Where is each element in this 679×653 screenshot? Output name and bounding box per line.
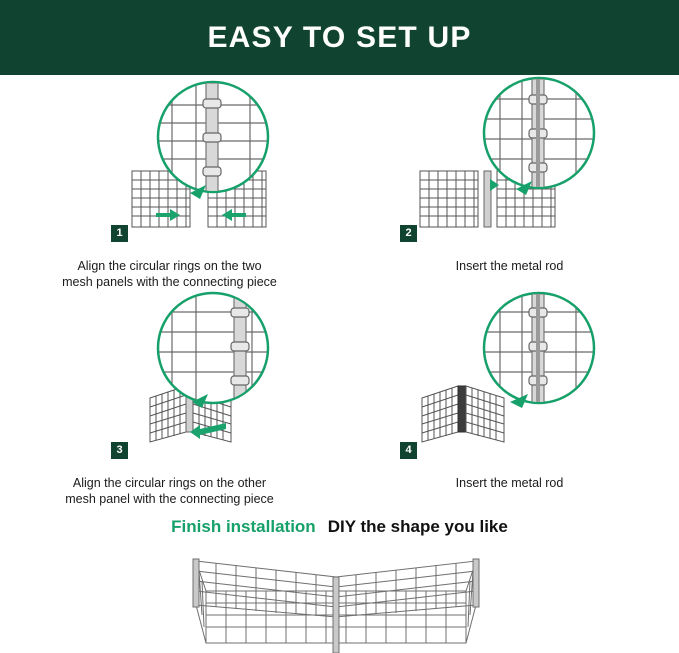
steps-grid xyxy=(0,75,679,505)
finish-row xyxy=(0,512,679,542)
mesh-panel-icon xyxy=(0,290,339,450)
mesh-panel-icon xyxy=(340,290,679,450)
metal-rod-icon xyxy=(458,386,466,432)
diy-shape-label: DIY the shape you like xyxy=(327,517,508,536)
metal-rod-icon xyxy=(473,559,479,607)
mesh-panel-icon xyxy=(340,75,679,235)
step-number-badge: 4 xyxy=(400,442,417,459)
step-3 xyxy=(0,290,339,505)
step-4-illustration xyxy=(340,290,679,450)
step-caption-line1: Insert the metal rod xyxy=(455,259,564,273)
step-caption-line2: mesh panels with the connecting piece xyxy=(62,275,277,289)
step-caption xyxy=(340,258,679,274)
step-2-illustration xyxy=(340,75,679,235)
arrow-icon xyxy=(156,209,246,221)
assembled-pen-icon xyxy=(0,543,679,653)
step-number-badge: 1 xyxy=(111,225,128,242)
step-2 xyxy=(340,75,679,290)
metal-rod-icon xyxy=(484,171,491,227)
metal-rod-icon xyxy=(193,559,199,607)
step-caption-line1: Align the circular rings on the other xyxy=(72,476,267,490)
step-number-badge: 3 xyxy=(111,442,128,459)
arrow-icon xyxy=(190,423,226,439)
step-4 xyxy=(340,290,679,505)
finish-installation-label: Finish installation xyxy=(171,517,316,536)
step-caption xyxy=(0,475,339,507)
mesh-panel-icon xyxy=(0,75,339,235)
step-number-badge: 2 xyxy=(400,225,417,242)
step-caption-line2: mesh panel with the connecting piece xyxy=(65,492,274,506)
step-caption xyxy=(340,475,679,491)
step-caption-line1: Align the circular rings on the two xyxy=(77,259,262,273)
step-1 xyxy=(0,75,339,290)
step-caption xyxy=(0,258,339,290)
page-title: EASY TO SET UP xyxy=(207,20,472,54)
final-assembly-illustration xyxy=(0,543,679,653)
step-3-illustration xyxy=(0,290,339,450)
metal-rod-icon xyxy=(333,577,339,653)
step-caption-line1: Insert the metal rod xyxy=(455,476,564,490)
header-banner xyxy=(0,0,679,75)
step-1-illustration xyxy=(0,75,339,235)
